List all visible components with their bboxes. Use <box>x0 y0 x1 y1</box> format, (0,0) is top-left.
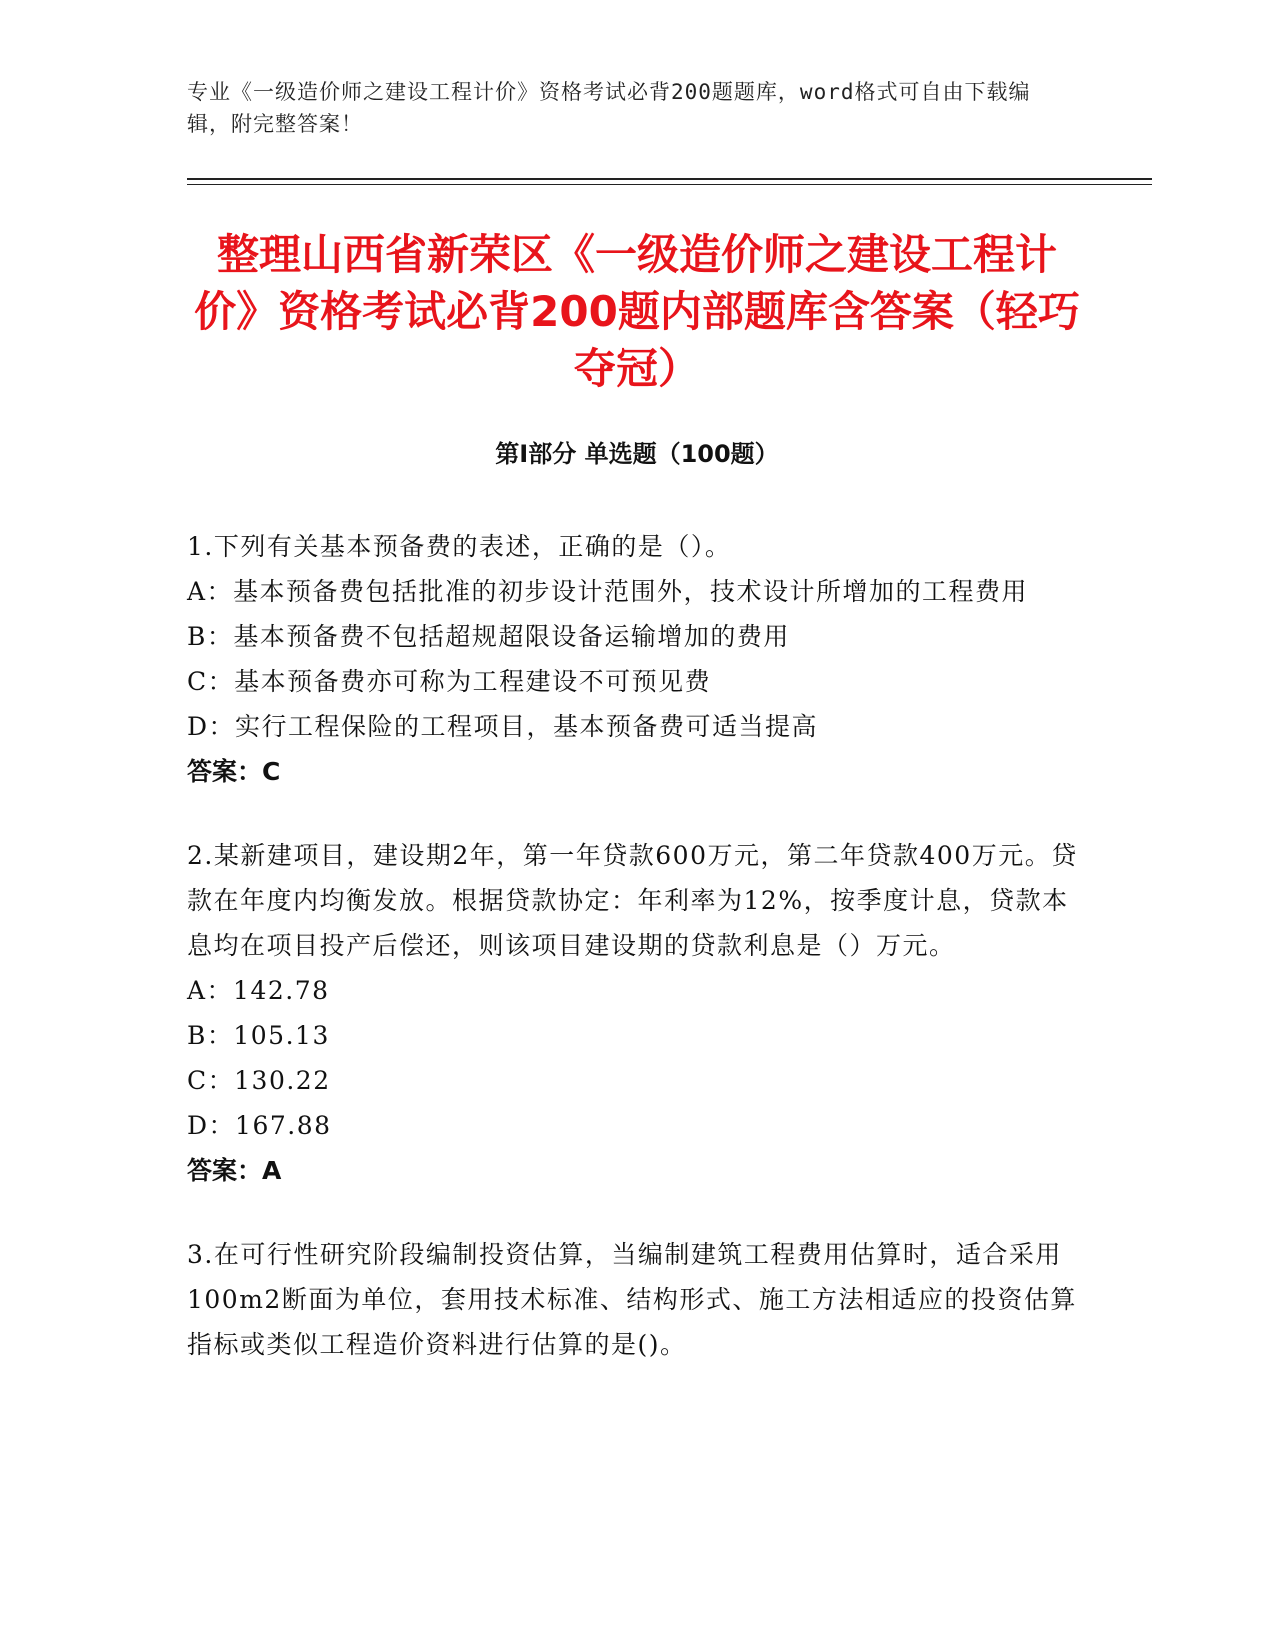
question-stem: 2.某新建项目，建设期2年，第一年贷款600万元，第二年贷款400万元。贷款在年度内均衡发放。根据贷款协定：年利率为12%，按季度计息，贷款本息均在项目投产后偿还，则该项目建设期的贷款利息是（）万元。 <box>187 841 1078 960</box>
document-title: 整理山西省新荣区《一级造价师之建设工程计价》资格考试必背200题内部题库含答案（轻巧夺冠） <box>194 230 1080 393</box>
answer-line: 答案：C <box>187 757 281 786</box>
option-a: A：基本预备费包括批准的初步设计范围外，技术设计所增加的工程费用 <box>187 577 1029 606</box>
header-rule-thick <box>187 178 1152 180</box>
section-heading: 第I部分 单选题（100题） <box>495 440 779 468</box>
question-2 <box>187 833 1087 1193</box>
question-1 <box>187 524 1087 794</box>
option-c: C：130.22 <box>187 1066 331 1095</box>
option-a: A：142.78 <box>187 976 330 1005</box>
question-3 <box>187 1232 1087 1367</box>
question-stem: 1.下列有关基本预备费的表述，正确的是（）。 <box>187 532 732 561</box>
question-stem: 3.在可行性研究阶段编制投资估算，当编制建筑工程费用估算时，适合采用100m2断面为单位，套用技术标准、结构形式、施工方法相适应的投资估算指标或类似工程造价资料进行估算的是()。 <box>187 1240 1077 1359</box>
option-d: D：167.88 <box>187 1111 332 1140</box>
header-note: 专业《一级造价师之建设工程计价》资格考试必背200题题库，word格式可自由下载编辑，附完整答案！ <box>187 80 1031 136</box>
option-b: B：基本预备费不包括超规超限设备运输增加的费用 <box>187 622 790 651</box>
question-list <box>187 524 1087 1406</box>
option-c: C：基本预备费亦可称为工程建设不可预见费 <box>187 667 712 696</box>
header-rule-thin <box>187 184 1152 185</box>
option-b: B：105.13 <box>187 1021 330 1050</box>
option-d: D：实行工程保险的工程项目，基本预备费可适当提高 <box>187 712 819 741</box>
answer-line: 答案：A <box>187 1156 282 1185</box>
